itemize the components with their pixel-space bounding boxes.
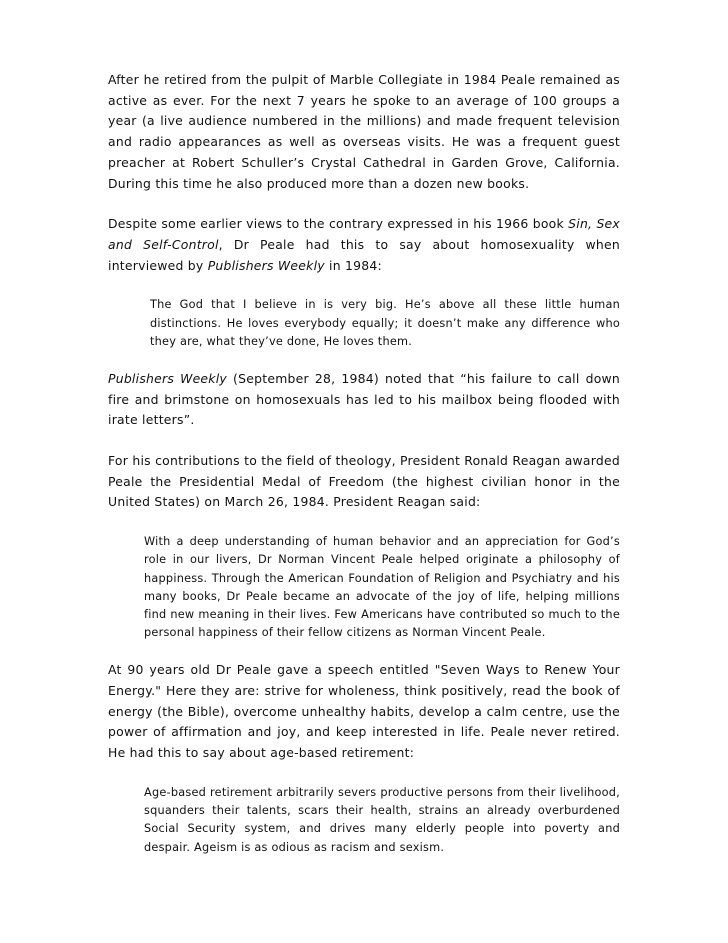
paragraph-text-segment: , Dr Peale had this to say about homosexuality when interviewed by [108,236,620,273]
book-title: Sin, Sex and Self-Control [108,216,621,252]
paragraph-text-segment: Despite some earlier views to the contrary expressed in his 1966 book [108,216,569,232]
paragraph-retirement: After he retired from the pulpit of Marble Collegiate in 1984 Peale remained as active as ever. For the next 7 years he spoke to an average of 100 groups a year (a live audience numbered in the millions) and made frequent television and radio appearances as well as overseas visits. He was a frequent guest preacher at Robert Schuller’s Crystal Cathedral in Garden Grove, California. During this time he also produced more than a dozen new books. [108,72,620,191]
paragraph-text-segment: in 1984: [324,257,382,273]
paragraph-homosexuality-views [108,214,620,276]
paragraph-text-segment: (September 28, 1984) noted that “his failure to call down fire and brimstone on homosexuals has led to his mailbox being flooded with irate letters”. [108,370,621,428]
magazine-title: Publishers Weekly [207,257,325,273]
block-quote-god: The God that I believe in is very big. He’s above all these little human distinctions. He loves everybody equally; it doesn’t make any difference who they are, what they’ve done, He loves them. [150,298,620,348]
paragraph-publishers-weekly [108,369,620,431]
block-quote-reagan: With a deep understanding of human behavior and an appreciation for God’s role in our livers, Dr Norman Vincent Peale helped originate a philosophy of happiness. Through the American Foundation of Religion and Psychiatry and his many books, Dr Peale became an advocate of the joy of life, helping millions find new meaning in their lives. Few Americans have contributed so much to the personal happiness of their fellow citizens as Norman Vincent Peale. [144,535,620,640]
block-quote-ageism: Age-based retirement arbitrarily severs productive persons from their livelihood, squanders their talents, scars their health, strains an already overburdened Social Security system, and drives many elderly people into poverty and despair. Ageism is as odious as racism and sexism. [144,785,620,854]
paragraph-medal-of-freedom: For his contributions to the field of theology, President Ronald Reagan awarded Peale the Presidential Medal of Freedom (the highest civilian honor in the United States) on March 26, 1984. President Reagan said: [108,453,620,510]
magazine-title: Publishers Weekly [108,370,228,386]
paragraph-seven-ways: At 90 years old Dr Peale gave a speech entitled "Seven Ways to Renew Your Energy." Here they are: strive for wholeness, think positively, read the book of energy (the Bible), overcome unhealthy habits, develop a calm centre, use the power of affirmation and joy, and keep interested in life. Peale never retired. He had this to say about age-based retirement: [108,662,620,761]
document-page [108,70,620,875]
